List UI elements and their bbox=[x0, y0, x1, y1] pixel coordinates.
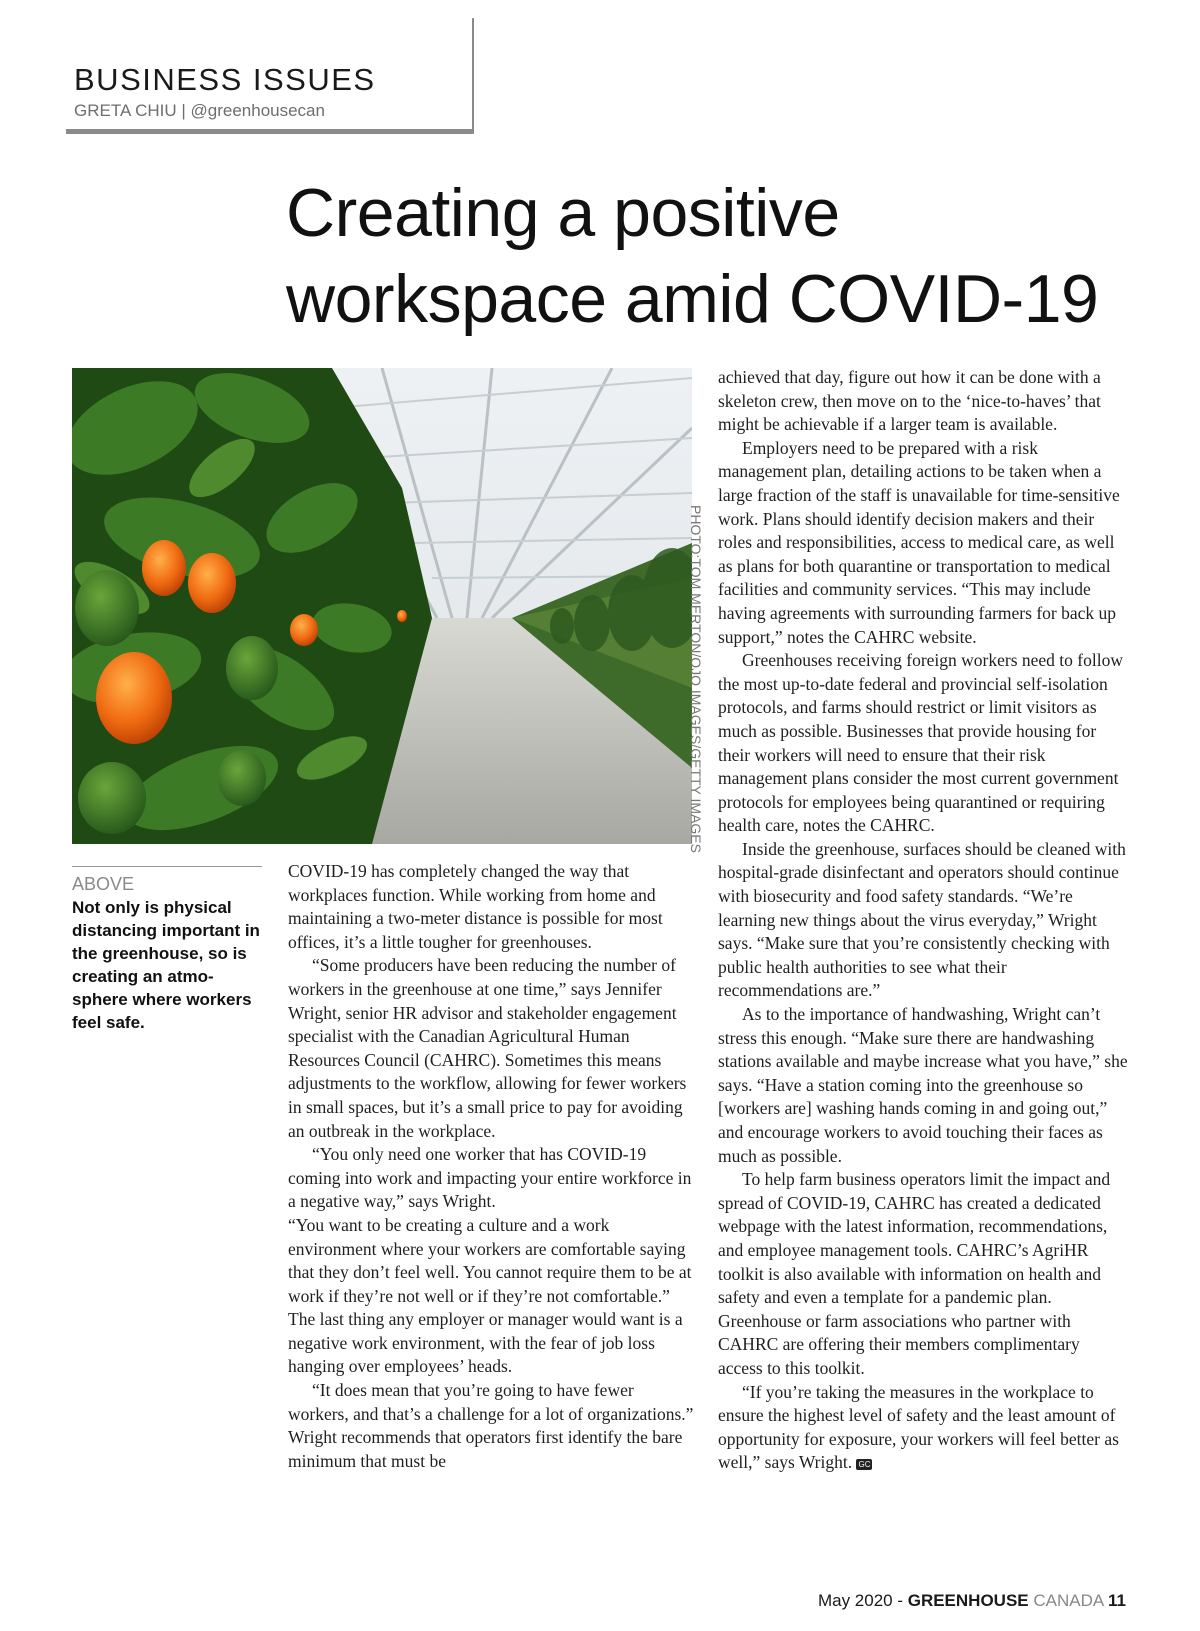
paragraph: “Some producers have been reducing the number of workers in the greenhouse at one time,” says Jennifer Wright, senior HR advisor and stakeholder engagement specialist with the Canadian Agricultural Human Resources Council (CAHRC). Sometimes this means adjustments to the workflow, allowing for fewer workers in small spaces, but it’s a small price to pay for avoiding an outbreak in the workplace. bbox=[288, 955, 687, 1141]
paragraph: achieved that day, figure out how it can be done with a skeleton crew, then move on to the ‘nice-to-haves’ that might be achievable if a larger team is available. bbox=[718, 367, 1101, 435]
paragraph: To help farm business operators limit the impact and spread of COVID-19, CAHRC has created a dedicated webpage with the latest information, recommendations, and employee management tools. CAHRC’s AgriHR toolkit is also available with information on health and safety and even a template for a pandemic plan. Greenhouse or farm associations who partner with CAHRC are offering their members complimentary access to this toolkit. bbox=[718, 1169, 1111, 1378]
article-column-1 bbox=[288, 860, 698, 1473]
paragraph: “You want to be creating a culture and a work environment where your workers are comfortable saying that they don’t feel well. You cannot require them to be at work if they’re not well or if they’re not comfortable.” The last thing any employer or manager would want is a negative work environment, with the fear of job loss hanging over employees’ heads. bbox=[288, 1214, 692, 1377]
section-title: BUSINESS ISSUES bbox=[74, 62, 376, 97]
page-footer bbox=[818, 1592, 1126, 1609]
caption-divider bbox=[72, 866, 262, 867]
page-number: 11 bbox=[1108, 1591, 1126, 1610]
magazine-name-light: CANADA bbox=[1028, 1591, 1104, 1610]
article-headline bbox=[286, 170, 1166, 342]
headline-line-1: Creating a positive bbox=[286, 175, 840, 251]
magazine-name-bold: GREENHOUSE bbox=[907, 1591, 1029, 1610]
photo-credit: PHOTO:TOM MERTON/OJO IMAGES/GETTY IMAGES bbox=[688, 505, 704, 853]
issue-date: May 2020 - bbox=[817, 1591, 908, 1610]
paragraph: Greenhouses receiving foreign workers need to follow the most up-to-date federal and provincial self-isolation protocols, and farms should restrict or limit visitors as much as possible. Businesses that provide housing for their workers will need to ensure that their risk management plans consider the most current government protocols for employees being quarantined or requiring health care, notes the CAHRC. bbox=[718, 650, 1123, 836]
article-column-2 bbox=[718, 366, 1128, 1475]
photo-caption: Not only is physical distancing important in the greenhouse, so is creating an atmo- sphere where workers feel safe. bbox=[72, 898, 260, 1032]
author-byline: GRETA CHIU | @greenhousecan bbox=[74, 101, 325, 120]
paragraph: COVID-19 has completely changed the way that workplaces function. While working from home and maintaining a two-meter distance is possible for most offices, it’s a little tougher for greenhouses. bbox=[288, 861, 663, 952]
paragraph: “It does mean that you’re going to have fewer workers, and that’s a challenge for a lot of organizations.” Wright recommends that operators first identify the bare minimum that must be bbox=[288, 1380, 694, 1471]
final-paragraph bbox=[718, 1381, 1128, 1475]
caption-label: ABOVE bbox=[72, 874, 135, 894]
paragraph: Employers need to be prepared with a risk management plan, detailing actions to be taken when a large fraction of the staff is unavailable for time-sensitive work. Plans should identify decision makers and their roles and responsibilities, access to medical care, as well as plans for both quarantine or transportation to medical facilities and community services. “This may include having agreements with surrounding farmers for back up support,” notes the CAHRC website. bbox=[718, 437, 1120, 647]
end-mark-icon: GC bbox=[858, 1459, 871, 1469]
paragraph: “You only need one worker that has COVID-19 coming into work and impacting your entire workforce in a negative way,” says Wright. bbox=[288, 1144, 692, 1212]
paragraph: Inside the greenhouse, surfaces should be cleaned with hospital-grade disinfectant and operators should continue with biosecurity and food safety standards. “We’re learning new things about the virus everyday,” Wright says. “Make sure that you’re consistently checking with public health authorities to see what their recommendations are.” bbox=[718, 838, 1126, 1001]
paragraph-text: “If you’re taking the measures in the workplace to ensure the highest level of safety and the least amount of opportunity for exposure, your workers will feel better as well,” says Wright. bbox=[718, 1381, 1119, 1473]
headline-line-2: workspace amid COVID-19 bbox=[286, 261, 1099, 337]
paragraph: As to the importance of handwashing, Wright can’t stress this enough. “Make sure there are handwashing stations available and maybe increase what you have,” she says. “Have a station coming into the greenhouse so [workers are] washing hands coming in and going out,” and encourage workers to avoid touching their faces as much as possible. bbox=[718, 1004, 1128, 1166]
greenhouse-peppers-photo bbox=[72, 368, 692, 844]
